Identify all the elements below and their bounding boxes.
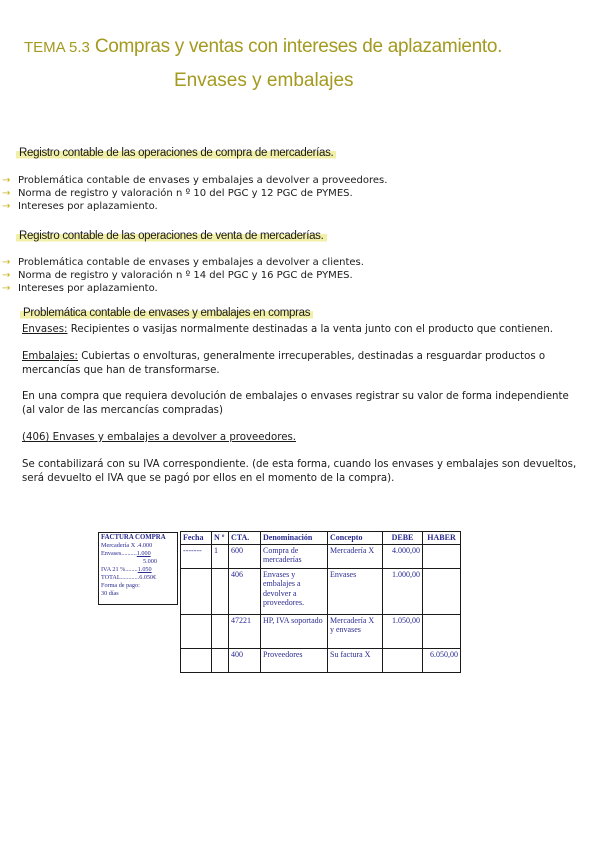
arrow-icon: → — [2, 283, 11, 294]
compra-paragraph: En una compra que requiera devolución de embalajes o envases registrar su valor de forma independiente (al valor de las mercancías compradas) — [22, 391, 569, 416]
list-item: → Problemática contable de envases y embalajes a devolver a proveedores. — [2, 175, 388, 186]
embalajes-term: Embalajes: — [22, 351, 78, 362]
section3-heading: Problemática contable de envases y embalajes en compras — [20, 307, 313, 319]
title-prefix: TEMA 5.3 — [24, 39, 90, 56]
page-title — [24, 36, 502, 58]
list-item: → Intereses por aplazamiento. — [2, 283, 158, 294]
list-item: → Problemática contable de envases y embalajes a devolver a clientes. — [2, 257, 364, 268]
invoice-line: TOTAL............6.050€ — [101, 574, 157, 581]
col-header: N º — [212, 532, 229, 545]
invoice-line: 30 días — [101, 590, 119, 597]
col-header: DEBE — [383, 532, 423, 545]
col-header: CTA. — [229, 532, 261, 545]
col-header: Denominación — [261, 532, 328, 545]
arrow-icon: → — [2, 257, 11, 268]
arrow-icon: → — [2, 175, 11, 186]
list-item: → Norma de registro y valoración n º 14 del PGC y 16 PGC de PYMES. — [2, 270, 353, 281]
col-header: HABER — [423, 532, 461, 545]
account-406: (406) Envases y embalajes a devolver a proveedores. — [22, 432, 297, 443]
invoice-box — [98, 532, 178, 605]
invoice-line: Envases..........1.000 — [101, 550, 151, 557]
journal-table — [180, 531, 461, 673]
page-subtitle: Envases y embalajes — [174, 70, 354, 91]
envases-definition: Envases: Recipientes o vasijas normalmente destinadas a la venta junto con el producto que contienen. — [22, 324, 554, 335]
invoice-title: FACTURA COMPRA — [101, 534, 166, 541]
invoice-line: IVA 21 %........1.050 — [101, 566, 152, 573]
title-line1: Compras y ventas con intereses de aplazamiento. — [94, 36, 503, 57]
envases-term: Envases: — [22, 324, 68, 335]
arrow-icon: → — [2, 201, 11, 212]
section1-heading: Registro contable de las operaciones de compra de mercaderías. — [16, 147, 336, 159]
section2-list — [2, 256, 364, 295]
table-header-row — [181, 532, 461, 545]
arrow-icon: → — [2, 188, 11, 199]
table-row: 47221 HP, IVA soportado Mercadería X y envases 1.050,00 — [181, 614, 461, 648]
section2-heading: Registro contable de las operaciones de venta de mercaderías. — [16, 230, 327, 242]
table-row: 400 Proveedores Su factura X 6.050,00 — [181, 648, 461, 672]
table-row: ------- 1 600 Compra de mercaderías Mercadería X 4.000,00 — [181, 544, 461, 568]
section1-list — [2, 174, 388, 213]
invoice-line: 5.000 — [143, 558, 157, 565]
arrow-icon: → — [2, 270, 11, 281]
invoice-line: Forma de pago: — [101, 582, 140, 589]
col-header: Fecha — [181, 532, 212, 545]
embalajes-definition: Embalajes: Cubiertas o envolturas, generalmente irrecuperables, destinadas a resguardar productos o mercancías que han de transformarse. — [22, 351, 546, 376]
list-item: → Norma de registro y valoración n º 10 del PGC y 12 PGC de PYMES. — [2, 188, 353, 199]
list-item: → Intereses por aplazamiento. — [2, 201, 158, 212]
iva-paragraph: Se contabilizará con su IVA correspondiente. (de esta forma, cuando los envases y embalajes son devueltos, será devuelto el IVA que se pagó por ellos en el momento de la compra). — [22, 459, 577, 484]
table-row: 406 Envases y embalajes a devolver a proveedores. Envases 1.000,00 — [181, 568, 461, 614]
invoice-line: Mercadería X .4.000 — [101, 542, 153, 549]
col-header: Concepto — [328, 532, 383, 545]
